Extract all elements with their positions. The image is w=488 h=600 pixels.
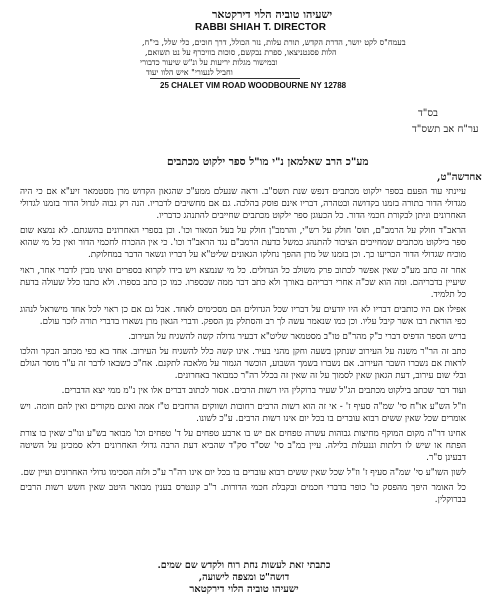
letterhead-credentials-4: וחביל לנעורי" איש הלוו יעוד (146, 68, 233, 77)
paragraph: וז"ל הש"ע או"ח סי' שמ"ה סעיף ז' - אי זה הוא רשות הרבים רחובות ושווקים הרחבים ט"ז אמה ואינם מקורים ואין להם חומה. ויש אומרים שכל שאין ששים רבוא עוברים בו בכל יום אינו רשות הרבים. ע"כ לשונו. (20, 401, 466, 424)
paragraph: כתב זה הר"ר משנה על העירוב שנתקן בשעה וחקן מהני בעיר. אינו קשה כלל להשגיח על העירוב. אחד בא כפי מכתב הבקר והלכו לראות אם נשברו השבר העירוב. אם נשברו בשמך השבוע, הוכשר הגמור על מלאכה לתקנם. אח"כ כשבאו לדבר זה ע"ד מוסר הגולם ובלי שום עירוב, דעת הגאון שאין לסמוך על זה שאין זה בכלל רה"ר כמבואר באחרונים. (20, 347, 466, 382)
paragraph: כל האומר היפך מהפסק כו' כופר בדברי חכמים ובקבלת חכמי הדורות. ר"ב קונטרס בענין מבואר היטב שאין חשש רשות הרבים בברוקלין. (20, 483, 466, 506)
paragraph: ועוד דבר שכתב בילקוט מכתבים הג"ל שעיר ברוקלין היו רשות הרבים. אסור לכתוב דברים אלו אין נ"מ ממי יצא הדברים. (61, 386, 466, 397)
signature: ישעיהו טוביה הלוי דירקטאר (189, 584, 299, 595)
letterhead-credentials-3: ובמישור מגלות יריעות על ונ"ש שיעור כדבורי (140, 58, 278, 67)
paragraph: אפילו אם היו כותבים דבריו לא היו יודעים על דבריו שכל הגדולים הם מסכימים לאחד. אבל גם אם כן ראוי לכל אחד מישראל לנהוג כפי הוראת רבו אשר קיבל עליו. וכן כמו שנאמר עשה לך רב והסתלק מן הספק. ודברי הגאון מרן נשארו בדברי תורה לזכר עולם. (20, 304, 466, 327)
paragraph: הראב"ד חולק על הרמב"ם, תוס' חולק על רש"י, והרמב"ן חולק על בעל המאור וכו'. וכן בספרי האחרונים בהשגתם. לא נמצא שום ספר בילקוט מכתבים שמחייבים הציבור להתנהג כמשל כדעת הרמב"ם נגד הראב"ד וכו'. כי אין ההכרח לחכמי הדור ואין כל מי שהוא מוכיח שגדולי הדור הכריעו כך. וכן בזמנו של מרן ההפך נחלקו הגאונים שליט"א על דבריו ונשאר הדבר במחלוקת. (20, 226, 466, 261)
paragraph: אחינו דר"ה מקום המוקף מחיצות גבוהות עשרה טפחים אם יש בו ארבע טפחים על ד' טפחים וכו' מבואר בש"ע ונו"כ שאין בו צורת הפתח או שיש לו דלתות וננעלות בלילה. עיין במ"ב סי' שס"ד סק"ד שהביא דעת הרבה גדולי האחרונים דלא סמכינן על השיטה דבעינן ס"ר. (20, 428, 466, 463)
letter-date: ער"ח אב תשס"ד (412, 124, 479, 135)
letterhead-name-hebrew: ישעיהו טוביה הלוי דירקטאר (212, 8, 333, 21)
letterhead-divider (150, 78, 300, 79)
greeting: אחדשה"ט, (437, 172, 482, 183)
bsd-mark: בס"ד (418, 108, 438, 119)
closing-salutation: דושה"ט ומצפה לישועה, (198, 572, 290, 583)
paragraph: בריש הספר הדפיס דברי כ"ק מהר"ם טו"ב מסטמאר שליט"א דבעיר גדולה קשה להשגיח על העירוב. (128, 332, 466, 343)
letterhead-credentials-2: הלות פסנטניצאו, ספרת נבקשם, סוכות בוויכרף על נט תשואם, (145, 48, 337, 57)
letter-body (20, 186, 466, 509)
letterhead-name-english: RABBI SHIAH T. DIRECTOR (195, 22, 326, 33)
closing-block (0, 560, 488, 596)
paragraph: אחר זה כתב מע"כ שאין אפשר לכתוב פרק משולב כל הגדולים. כל מי שנמצא ויש בידו לקרוא בספרים ואינו מבין לדברי אחר, ראוי שיעיין בדבריהם. ומה הוא שכ"ה אחרי דבריהם באורך ולא כתב דבר ממה שבספרו. כמו כן כתב בספרו. ולא כתבו כלל שעולה בדעת כל תלמיד. (20, 265, 466, 300)
letterhead-credentials-1: בעמח"ס לקט יושר, הדרת הקדש, תורת עלות, נזר הכולל, דרך חוכים, כלי שלל, בי"ח, (142, 38, 406, 47)
paragraph: עיינתי עוד הפעם בספר ילקוט מכתבים דנפש שנת תשס"ב. וראה שנעלם ממע"כ שהגאון הקדוש מרן מסטמאר זיע"א אם כי היה מגדולי הדור בתורה בזמנו בקדושה ובטהרה, דבריו אינם פוסק בהלכה. גם אם מחשיבים לדבריו. הנה רק גבוה לגדול הדור בזמנו לגדולי האחרונים וניתן לבקורת חכמי הדור. כל הכעוגן ספר ילקוט מכתבים שחייבים להתנהג כדבריו. (20, 187, 466, 222)
paragraph: לשון השו"ע סי' שמ"ה סעיף ז' וז"ל שכל שאין ששים רבוא עוברים בו בכל יום אינו רה"ר ע"כ ולזה הסכימו גדולי האחרונים ועיין שם. (20, 467, 466, 478)
letterhead-address: 25 CHALET VIM ROAD WOODBOURNE NY 12788 (160, 81, 347, 90)
addressee-line: מע"כ הרב שאלמאן נ"י מו"ל ספר ילקוט מכתבים (167, 156, 369, 168)
closing-line: כתבתי זאת לעשות נחת רוח ולקדש שם שמים. (157, 560, 331, 571)
